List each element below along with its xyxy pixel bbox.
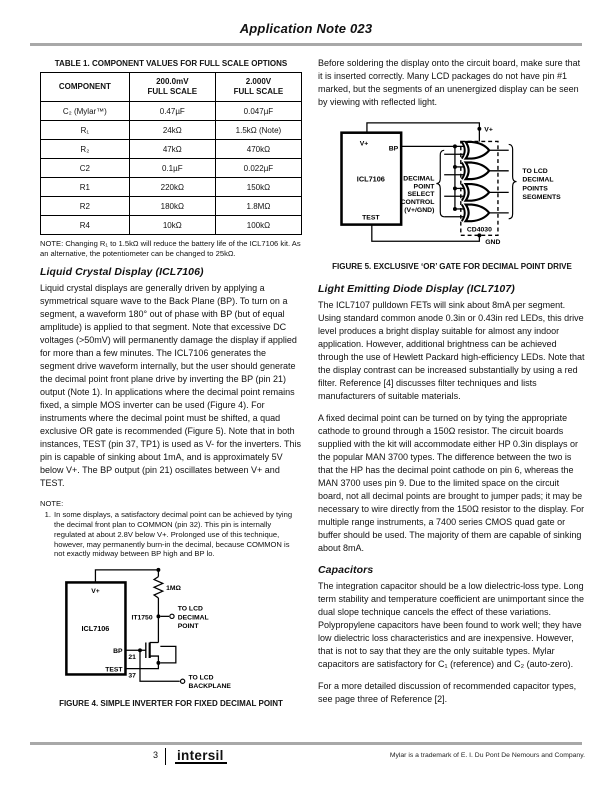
footer-divider: [165, 748, 166, 765]
col-header-2v: 2.000V FULL SCALE: [215, 73, 301, 102]
fig4-bp-label: BP: [113, 648, 123, 656]
resistor-symbol: [154, 577, 163, 598]
fig5-vplus-rail-label: V+: [484, 126, 493, 134]
footer-rule: [30, 742, 582, 745]
fig4-chip-label: ICL7106: [81, 624, 110, 634]
fig5-bp-label: BP: [388, 145, 399, 153]
svg-text:(V+/GND): (V+/GND): [404, 206, 435, 214]
intersil-logo: intersil: [175, 749, 227, 764]
footer-page-number: 3: [152, 750, 158, 760]
test-gnd-wire: [372, 225, 480, 242]
capacitors-section-heading: Capacitors: [318, 564, 374, 576]
col-header-component: COMPONENT: [41, 73, 130, 102]
capacitors-paragraph-2: For a more detailed discussion of recommended capacitor types, see page three of Reference [2].: [318, 681, 577, 704]
svg-text:DECIMAL: DECIMAL: [522, 176, 554, 184]
fig4-pin21-label: 21: [128, 654, 136, 662]
fig4-decimal-out-label: TO LCD: [177, 605, 203, 613]
table1-note: NOTE: Changing R₁ to 1.5kΩ will reduce the battery life of the ICL7106 kit. As an alternative, the potentiometer can be changed to 25kΩ.: [40, 239, 301, 258]
svg-text:BACKPLANE: BACKPLANE: [188, 683, 231, 690]
xor-gate: [462, 205, 489, 222]
mosfet-bulk-loop: [160, 647, 176, 663]
led-paragraph-1: The ICL7107 pulldown FETs will sink about 8mA per segment. Using standard common anode 0.3in or 0.43in red LEDs, this drive level produces a bright display suitable for almost any indoor application. However, additional brightness can be achieved through the use of Hewlett Packard high-efficiency LEDs. Note that the display contrast can be increased substantially by using a red filter. Reference [4] discusses filter techniques and lists manufacturers of suitable materials.: [318, 300, 585, 401]
xor-gate: [462, 142, 489, 159]
fig4-backplane-label: TO LCD: [188, 674, 214, 682]
terminal-circle: [170, 614, 174, 618]
fig5-test-label: TEST: [362, 214, 380, 222]
intro-paragraph: Before soldering the display onto the circuit board, make sure that it is inserted correctly. Many LCD packages do not have pin #1 marked, but the segments of an unenergized display can be seen by viewing with reflected light.: [318, 58, 581, 107]
svg-text:POINT: POINT: [177, 623, 199, 631]
figure5-caption: FIGURE 5. EXCLUSIVE ‘OR’ GATE FOR DECIMAL POINT DRIVE: [332, 262, 572, 271]
table-row: R4 10kΩ 100kΩ: [41, 216, 302, 235]
fig5-gnd-label: GND: [485, 239, 501, 247]
xor-gate: [462, 163, 489, 180]
table-header-row: [41, 73, 302, 102]
svg-text:POINTS: POINTS: [522, 185, 548, 193]
figure4-circuit-diagram: [45, 565, 297, 689]
fig5-chip-label: ICL7106: [356, 174, 385, 184]
note-item-1: [40, 510, 302, 559]
svg-text:DECIMAL: DECIMAL: [177, 614, 209, 622]
capacitors-paragraph-1: The integration capacitor should be a low dielectric-loss type. Long term stability and temperature coefficient are unimportant since the dual slope technique cancels the effect of these variations. Polypropylene capacitors have been found to work well; they have low dielectric loss characteristics and are inexpensive. However, that is not to say that they are the only suitable types. Mylar capacitors are satisfactory for C₁ (reference) and C₂ (auto-zero).: [318, 581, 584, 669]
table-row: C2 0.1µF 0.022µF: [41, 159, 302, 178]
table-row: R₂ 47kΩ 470kΩ: [41, 140, 302, 159]
table-row: C₂ (Mylar™) 0.47µF 0.047µF: [41, 102, 302, 121]
fig5-output-label: TO LCD: [522, 167, 548, 175]
svg-text:SELECT: SELECT: [407, 191, 435, 199]
test-wire: [125, 663, 158, 669]
right-column: [318, 57, 586, 715]
figure5: [318, 118, 586, 271]
col-header-200mv: 200.0mV FULL SCALE: [129, 73, 215, 102]
two-column-layout: [0, 46, 612, 715]
figure4-caption: FIGURE 4. SIMPLE INVERTER FOR FIXED DECIMAL POINT: [59, 699, 283, 709]
svg-text:CONTROL: CONTROL: [400, 199, 435, 207]
figure5-circuit-diagram: [320, 118, 584, 252]
fig4-vplus-label: V+: [91, 588, 100, 596]
note-text: In some displays, a satisfactory decimal point can be achieved by tying the decimal front plan to COMMON (pin 32). This pin is internally regulated at about 2.8V below V+. Prolonged use of this technique, however, may permanently burn-in the decimal, because COMMON is not exactly midway between BP high and BP lo.: [54, 510, 293, 559]
fig4-resistor-label: 1MΩ: [166, 585, 181, 593]
note-label: NOTE:: [40, 499, 64, 509]
figure4: [40, 565, 302, 708]
table1-caption: TABLE 1. COMPONENT VALUES FOR FULL SCALE OPTIONS: [54, 59, 288, 68]
junction-dot: [477, 127, 481, 131]
left-column: [40, 57, 302, 715]
vplus-wire: [95, 570, 158, 583]
lcd-paragraph: Liquid crystal displays are generally driven by applying a symmetrical square wave to the Back Plane (BP). To turn on a segment, a waveform 180° out of phase with BP (but of equal amplitude) is applied to that segment. Note that excessive DC voltages (>50mV) will permanently damage the display if applied for more than a few minutes. The ICL7106 generates the segment drive waveform internally, but the user should generate the decimal point front plane drive by inverting the BP (pin 21) output (Note 1). In applications where the decimal point remains fixed, a simple MOS inverter can be used (Figure 4). For instruments where the decimal point must be shifted, a quad exclusive OR gate is recommended (Figure 5). Note that in both instances, TEST (pin 37, TP1) is used as V- for the inverters. This pin is capable of sinking about 1mA, and is approximately 5V below V+. The BP output (pin 21) oscillates between V+ and TEST.: [40, 283, 301, 489]
table-row: R2 180kΩ 1.8MΩ: [41, 197, 302, 216]
fig4-transistor-label: IT1750: [131, 614, 153, 622]
fig5-vplus-chip-label: V+: [359, 140, 369, 148]
fig5-control-label: DECIMAL: [403, 175, 435, 183]
fig5-gate-ic-label: CD4030: [466, 226, 492, 234]
page-title: Application Note 023: [239, 21, 373, 36]
right-brace: [509, 144, 517, 218]
lcd-section-heading: Liquid Crystal Display (ICL7106): [40, 266, 204, 279]
component-values-table: [40, 72, 302, 235]
svg-text:SEGMENTS: SEGMENTS: [522, 194, 561, 202]
led-section-heading: Light Emitting Diode Display (ICL7107): [318, 283, 515, 295]
terminal-circle: [180, 679, 184, 683]
note-number: 1.: [44, 510, 51, 520]
footer-trademark-text: Mylar is a trademark of E. I. Du Pont De Nemours and Company.: [389, 752, 585, 759]
svg-text:POINT: POINT: [413, 183, 435, 191]
left-brace: [436, 150, 444, 216]
xor-gate: [462, 184, 489, 201]
fig4-pin37-label: 37: [128, 672, 136, 680]
table-row: R1 220kΩ 150kΩ: [41, 178, 302, 197]
table-row: R₁ 24kΩ 1.5kΩ (Note): [41, 121, 302, 140]
led-paragraph-2: A fixed decimal point can be turned on by tying the appropriate cathode to ground through a 150Ω resistor. The circuit boards supplied with the kit will accommodate either HP 0.3in displays or the popular MAN 3700 types. The difference between the two is that the HP has the decimal point cathode on pin 6, whereas the MAN 3700 uses pin 9. Due to the limited space on the circuit board, not all decimal points are brought to jumper pads; it may be necessary to wire directly from the 150Ω resistor to the display. For multiple range instruments, a 7400 series CMOS quad gate or buffer should be used. The majority of them are capable of sinking about 8mA.: [318, 413, 585, 553]
fig4-test-label: TEST: [105, 666, 123, 674]
